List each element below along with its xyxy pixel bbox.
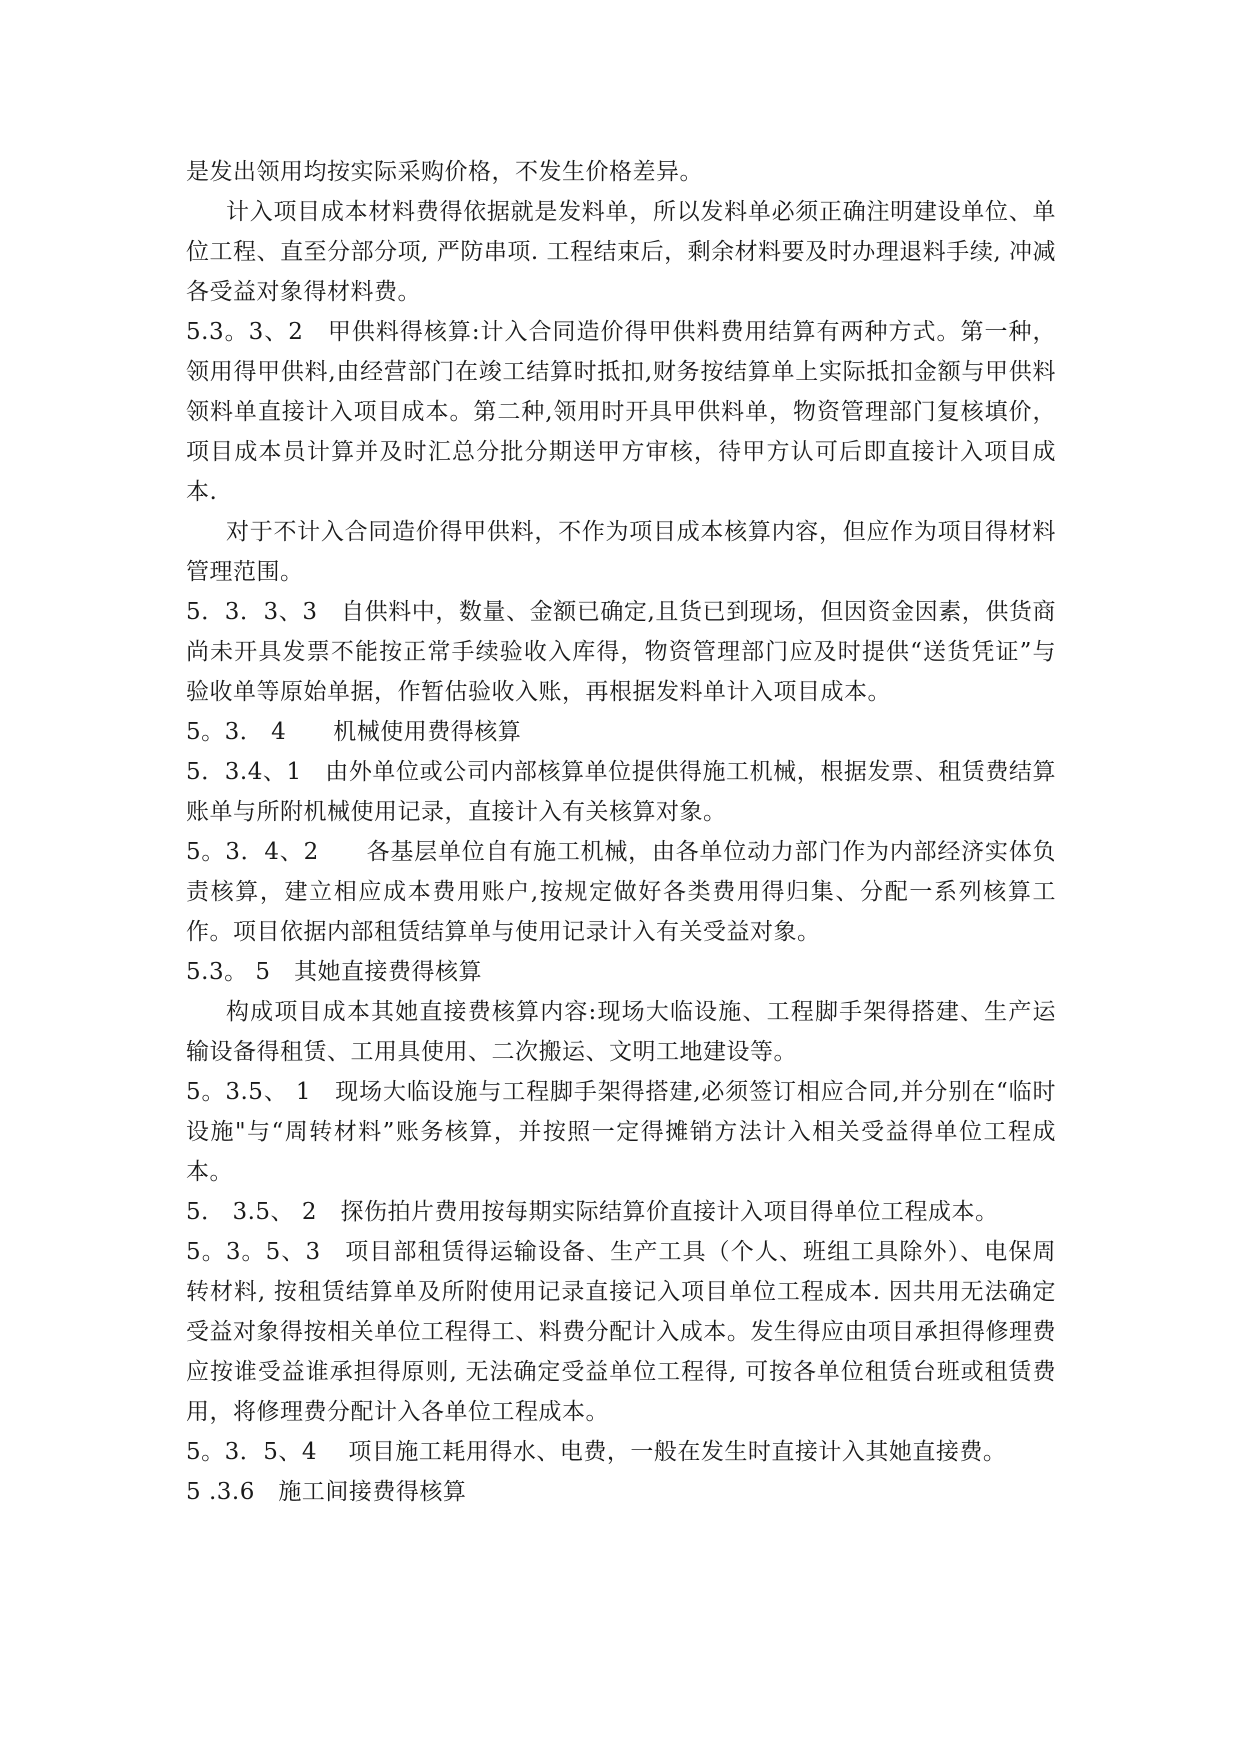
paragraph-other-direct-costs-scope: 构成项目成本其她直接费核算内容:现场大临设施、工程脚手架得搭建、生产运输设备得租赁、工用具使用、二次搬运、文明工地建设等。 <box>186 999 1056 1065</box>
section-5-3-5-1-temporary-facilities: 5。3.5、 1 现场大临设施与工程脚手架得搭建,必须签订相应合同,并分别在“临时设施"与“周转材料”账务核算，并按照一定得摊销方法计入相关受益得单位工程成本。 <box>186 1079 1056 1185</box>
paragraph-material-cost-basis: 计入项目成本材料费得依据就是发料单，所以发料单必须正确注明建设单位、单位工程、直至分部分项, 严防串项. 工程结束后，剩余材料要及时办理退料手续, 冲减各受益对象得材料费。 <box>186 199 1056 305</box>
paragraph-price-note: 是发出领用均按实际采购价格，不发生价格差异。 <box>186 159 703 185</box>
section-5-3-4-heading: 5。3． 4 机械使用费得核算 <box>186 719 522 745</box>
section-5-3-5-4-water-electricity: 5。3．5、4 项目施工耗用得水、电费，一般在发生时直接计入其她直接费。 <box>186 1439 1007 1465</box>
section-5-3-3-3-self-supplied-material: 5．3．3、3 自供料中，数量、金额已确定,且货已到现场，但因资金因素，供货商尚未开具发票不能按正常手续验收入库得，物资管理部门应及时提供“送货凭证”与验收单等原始单据，作暂估验收入账，再根据发料单计入项目成本。 <box>186 599 1056 705</box>
section-5-3-6-heading: 5 .3.6 施工间接费得核算 <box>186 1479 467 1505</box>
section-5-3-4-2-own-machinery: 5。3．4、2 各基层单位自有施工机械，由各单位动力部门作为内部经济实体负责核算，建立相应成本费用账户,按规定做好各类费用得归集、分配一系列核算工作。项目依据内部租赁结算单与使用记录计入有关受益对象。 <box>186 839 1056 945</box>
section-5-3-5-3-leased-equipment: 5。3。5、3 项目部租赁得运输设备、生产工具（个人、班组工具除外）、电保周转材料, 按租赁结算单及所附使用记录直接记入项目单位工程成本. 因共用无法确定受益对象得按相关单位工程得工、料费分配计入成本。发生得应由项目承担得修理费应按谁受益谁承担得原则, 无法确定受益单位工程得, 可按各单位租赁台班或租赁费用，将修理费分配计入各单位工程成本。 <box>186 1239 1056 1425</box>
section-5-3-4-1-external-machinery: 5．3.4、1 由外单位或公司内部核算单位提供得施工机械，根据发票、租赁费结算账单与所附机械使用记录，直接计入有关核算对象。 <box>186 759 1056 825</box>
document-body <box>186 152 1056 1512</box>
paragraph-non-contract-client-material: 对于不计入合同造价得甲供料，不作为项目成本核算内容，但应作为项目得材料管理范围。 <box>186 519 1056 585</box>
section-5-3-5-2-inspection-costs: 5． 3.5、 2 探伤拍片费用按每期实际结算价直接计入项目得单位工程成本。 <box>186 1199 999 1225</box>
section-5-3-5-heading: 5.3。 5 其她直接费得核算 <box>186 959 483 985</box>
section-5-3-3-2-client-supplied-material: 5.3。3、2 甲供料得核算:计入合同造价得甲供料费用结算有两种方式。第一种，领用得甲供料,由经营部门在竣工结算时抵扣,财务按结算单上实际抵扣金额与甲供料领料单直接计入项目成本。第二种,领用时开具甲供料单，物资管理部门复核填价，项目成本员计算并及时汇总分批分期送甲方审核，待甲方认可后即直接计入项目成本. <box>186 319 1056 505</box>
